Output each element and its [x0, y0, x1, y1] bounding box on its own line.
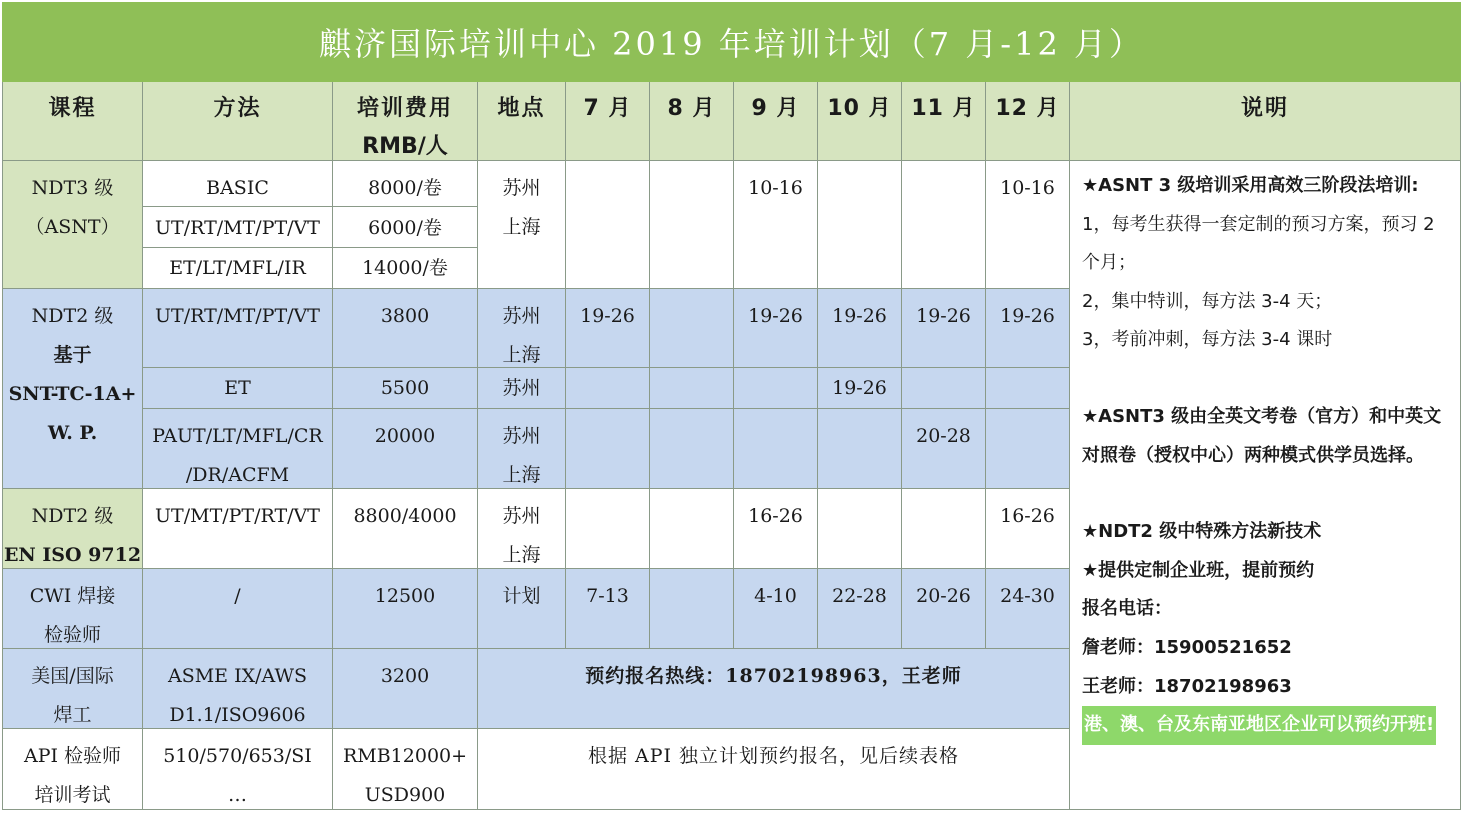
cwi-method-text: / — [234, 585, 241, 607]
ndt2-iso-dec — [986, 489, 1070, 569]
cwi-jul — [566, 569, 650, 649]
ndt2-snt-r1-location-line1: 苏州 — [502, 305, 541, 327]
notes-line-3: 2，集中特训，每方法 3-4 天； — [1082, 290, 1333, 312]
header-sep — [734, 82, 818, 161]
ndt2-iso-nov — [902, 489, 986, 569]
course-ndt2-iso-line1: NDT2 级 — [31, 505, 114, 527]
ndt2-iso-location-line2: 上海 — [502, 544, 541, 566]
ndt3-method-1-text: BASIC — [206, 177, 269, 199]
cwi-nov — [902, 569, 986, 649]
header-fee — [333, 82, 478, 161]
ndt2-snt-r1-location — [478, 289, 566, 368]
course-ndt3-line2: （ASNT） — [25, 216, 120, 238]
ndt2-snt-r1-nov — [902, 289, 986, 368]
ndt2-snt-r1-dec — [986, 289, 1070, 368]
ndt3-fee-3-text: 14000/卷 — [362, 257, 448, 279]
api-method-line2: … — [228, 784, 247, 806]
header-dec-label: 12 月 — [995, 96, 1060, 121]
header-aug — [650, 82, 734, 161]
ndt2-snt-r3-location-line1: 苏州 — [502, 425, 541, 447]
ndt2-snt-r2-fee — [333, 368, 478, 409]
notes-highlight-banner: 港、澳、台及东南亚地区企业可以预约开班! — [1082, 706, 1436, 745]
notes-line-9: 詹老师：15900521652 — [1082, 636, 1292, 658]
course-ndt2-snt-line2: 基于 — [53, 344, 92, 366]
ndt2-snt-r3-location-line2: 上海 — [502, 464, 541, 486]
header-method-label: 方法 — [213, 96, 262, 121]
ndt2-iso-jul — [566, 489, 650, 569]
ndt3-method-3 — [143, 248, 333, 289]
cwi-dec-text: 24-30 — [1000, 585, 1055, 607]
header-oct — [818, 82, 902, 161]
header-notes-label: 说明 — [1240, 96, 1289, 121]
ndt2-iso-location-line1: 苏州 — [502, 505, 541, 527]
course-api-line2: 培训考试 — [34, 784, 111, 806]
course-ndt3-line1: NDT3 级 — [31, 177, 114, 199]
cwi-location — [478, 569, 566, 649]
notes-line-5: ★ASNT3 级由全英文考卷（官方）和中英文对照卷（授权中心）两种模式供学员选择。 — [1082, 405, 1442, 466]
course-cwi — [2, 569, 143, 649]
cwi-sep — [734, 569, 818, 649]
ndt2-snt-r2-fee-text: 5500 — [380, 377, 430, 399]
ndt3-dec-text: 10-16 — [1000, 177, 1055, 199]
cwi-sep-text: 4-10 — [754, 585, 797, 607]
notes-panel — [1070, 161, 1461, 810]
ndt2-snt-r1-oct-text: 19-26 — [832, 305, 887, 327]
header-oct-label: 10 月 — [827, 96, 892, 121]
notes-line-4: 3，考前冲刺，每方法 3-4 课时 — [1082, 329, 1333, 351]
ndt2-snt-r2-sep — [734, 368, 818, 409]
cwi-nov-text: 20-26 — [916, 585, 971, 607]
course-cwi-line1: CWI 焊接 — [29, 585, 116, 607]
cwi-jul-text: 7-13 — [586, 585, 629, 607]
ndt2-snt-r3-sep — [734, 409, 818, 489]
ndt2-snt-r3-nov — [902, 409, 986, 489]
notes-line-2: 1，每考生获得一套定制的预习方案，预习 2 个月； — [1082, 213, 1435, 274]
welder-hotline-text: 预约报名热线：18702198963，王老师 — [585, 665, 962, 687]
ndt3-method-2 — [143, 207, 333, 248]
course-api — [2, 729, 143, 810]
ndt2-iso-fee — [333, 489, 478, 569]
welder-fee — [333, 649, 478, 729]
api-fee-line2: USD900 — [364, 784, 446, 806]
notes-line-7: ★提供定制企业班，提前预约 — [1082, 559, 1315, 581]
ndt3-fee-1-text: 8000/卷 — [368, 177, 442, 199]
course-ndt2-snt — [2, 289, 143, 489]
ndt2-snt-r3-fee — [333, 409, 478, 489]
ndt3-fee-1 — [333, 161, 478, 207]
ndt2-snt-r1-fee — [333, 289, 478, 368]
header-location-label: 地点 — [497, 96, 546, 121]
ndt2-snt-r3-fee-text: 20000 — [374, 425, 436, 447]
ndt2-snt-r3-aug — [650, 409, 734, 489]
ndt2-iso-sep — [734, 489, 818, 569]
ndt2-snt-r3-oct — [818, 409, 902, 489]
ndt3-oct — [818, 161, 902, 289]
header-location — [478, 82, 566, 161]
ndt2-snt-r1-aug — [650, 289, 734, 368]
course-welder-line1: 美国/国际 — [31, 665, 114, 687]
ndt2-iso-method-text: UT/MT/PT/RT/VT — [155, 505, 320, 527]
api-method — [143, 729, 333, 810]
notes-line-8: 报名电话： — [1082, 598, 1172, 620]
ndt3-method-1 — [143, 161, 333, 207]
api-schedule-note — [478, 729, 1070, 810]
ndt2-snt-r1-method — [143, 289, 333, 368]
header-method — [143, 82, 333, 161]
welder-method — [143, 649, 333, 729]
ndt2-snt-r3-method-line2: /DR/ACFM — [185, 464, 290, 486]
cwi-aug — [650, 569, 734, 649]
ndt2-snt-r2-dec — [986, 368, 1070, 409]
ndt2-snt-r1-jul-text: 19-26 — [580, 305, 635, 327]
page-title: 麒济国际培训中心 2019 年培训计划（7 月-12 月） — [2, 2, 1461, 82]
notes-line-10: 王老师：18702198963 — [1082, 675, 1292, 697]
cwi-dec — [986, 569, 1070, 649]
ndt2-iso-oct — [818, 489, 902, 569]
header-fee-line2: RMB/人 — [362, 134, 448, 159]
ndt2-iso-location — [478, 489, 566, 569]
api-fee-line1: RMB12000+ — [342, 745, 468, 767]
header-dec — [986, 82, 1070, 161]
ndt2-snt-r1-sep-text: 19-26 — [748, 305, 803, 327]
cwi-location-text: 计划 — [502, 585, 541, 607]
header-jul-label: 7 月 — [583, 96, 632, 121]
ndt3-method-2-text: UT/RT/MT/PT/VT — [155, 217, 320, 239]
ndt2-iso-aug — [650, 489, 734, 569]
cwi-oct — [818, 569, 902, 649]
ndt2-snt-r2-method-text: ET — [224, 377, 251, 399]
ndt2-snt-r1-location-line2: 上海 — [502, 344, 541, 366]
ndt2-snt-r2-location — [478, 368, 566, 409]
course-ndt2-iso-line2: EN ISO 9712 — [3, 544, 142, 566]
ndt2-snt-r2-oct — [818, 368, 902, 409]
welder-method-line1: ASME IX/AWS — [167, 665, 308, 687]
header-aug-label: 8 月 — [667, 96, 716, 121]
header-notes — [1070, 82, 1461, 161]
course-welder — [2, 649, 143, 729]
course-api-line1: API 检验师 — [23, 745, 122, 767]
header-fee-line1: 培训费用 — [356, 96, 453, 121]
welder-hotline-note — [478, 649, 1070, 729]
course-ndt3 — [2, 161, 143, 289]
course-cwi-line2: 检验师 — [43, 624, 101, 646]
course-ndt2-snt-line4: W. P. — [47, 422, 98, 444]
ndt3-aug — [650, 161, 734, 289]
header-nov — [902, 82, 986, 161]
ndt3-fee-2 — [333, 207, 478, 248]
ndt2-snt-r2-location-text: 苏州 — [502, 377, 541, 399]
ndt3-location — [478, 161, 566, 289]
ndt2-snt-r1-dec-text: 19-26 — [1000, 305, 1055, 327]
ndt2-iso-method — [143, 489, 333, 569]
notes-spacer-1 — [1082, 360, 1454, 398]
ndt2-snt-r2-method — [143, 368, 333, 409]
ndt2-snt-r1-sep — [734, 289, 818, 368]
ndt2-snt-r3-jul — [566, 409, 650, 489]
ndt3-jul — [566, 161, 650, 289]
notes-spacer-2 — [1082, 475, 1454, 513]
course-welder-line2: 焊工 — [53, 704, 92, 726]
ndt2-snt-r3-method-line1: PAUT/LT/MFL/CR — [152, 425, 323, 447]
ndt3-sep-text: 10-16 — [748, 177, 803, 199]
header-course — [2, 82, 143, 161]
ndt2-snt-r2-nov — [902, 368, 986, 409]
api-method-line1: 510/570/653/SI — [163, 745, 312, 767]
api-fee — [333, 729, 478, 810]
ndt2-snt-r1-jul — [566, 289, 650, 368]
course-ndt2-snt-line1: NDT2 级 — [31, 305, 114, 327]
ndt3-method-3-text: ET/LT/MFL/IR — [169, 257, 306, 279]
schedule-table — [2, 82, 1461, 810]
header-nov-label: 11 月 — [911, 96, 976, 121]
ndt2-snt-r2-jul — [566, 368, 650, 409]
notes-line-6: ★NDT2 级中特殊方法新技术 — [1082, 521, 1322, 543]
welder-method-line2: D1.1/ISO9606 — [169, 704, 306, 726]
ndt2-snt-r2-oct-text: 19-26 — [832, 377, 887, 399]
ndt2-snt-r3-location — [478, 409, 566, 489]
ndt3-fee-2-text: 6000/卷 — [368, 217, 442, 239]
cwi-fee-text: 12500 — [374, 585, 436, 607]
header-sep-label: 9 月 — [751, 96, 800, 121]
ndt2-snt-r1-nov-text: 19-26 — [916, 305, 971, 327]
course-ndt2-iso — [2, 489, 143, 569]
ndt3-location-line1: 苏州 — [502, 177, 541, 199]
header-jul — [566, 82, 650, 161]
ndt2-snt-r3-nov-text: 20-28 — [916, 425, 971, 447]
ndt2-snt-r1-fee-text: 3800 — [380, 305, 430, 327]
header-course-label: 课程 — [48, 96, 97, 121]
ndt2-snt-r1-method-text: UT/RT/MT/PT/VT — [155, 305, 320, 327]
ndt2-iso-dec-text: 16-26 — [1000, 505, 1055, 527]
cwi-oct-text: 22-28 — [832, 585, 887, 607]
api-schedule-text: 根据 API 独立计划预约报名，见后续表格 — [587, 745, 960, 767]
ndt3-fee-3 — [333, 248, 478, 289]
course-ndt2-snt-line3: SNT-TC-1A+ — [8, 383, 137, 405]
welder-fee-text: 3200 — [380, 665, 430, 687]
ndt2-iso-fee-text: 8800/4000 — [353, 505, 457, 527]
cwi-method — [143, 569, 333, 649]
ndt2-snt-r2-aug — [650, 368, 734, 409]
ndt3-dec — [986, 161, 1070, 289]
ndt2-snt-r1-oct — [818, 289, 902, 368]
ndt2-snt-r3-dec — [986, 409, 1070, 489]
ndt3-location-line2: 上海 — [502, 216, 541, 238]
ndt3-nov — [902, 161, 986, 289]
ndt2-snt-r3-method — [143, 409, 333, 489]
ndt3-sep — [734, 161, 818, 289]
ndt2-iso-sep-text: 16-26 — [748, 505, 803, 527]
notes-line-1: ★ASNT 3 级培训采用高效三阶段法培训: — [1082, 175, 1419, 196]
cwi-fee — [333, 569, 478, 649]
